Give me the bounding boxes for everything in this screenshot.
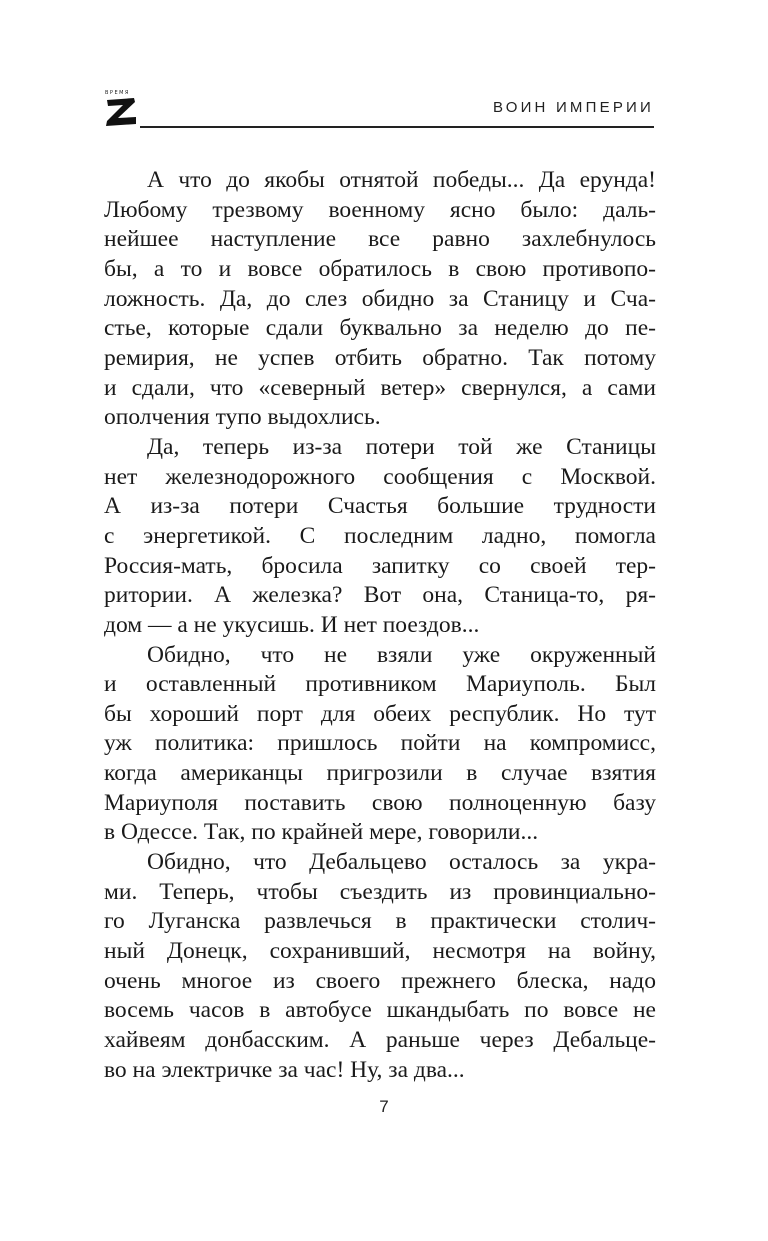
text-line: ми. Теперь, чтобы съездить из провинциально-: [104, 878, 656, 905]
text-line: нет железнодорожного сообщения с Москвой.: [104, 463, 656, 490]
text-line: с энергетикой. С последним ладно, помогла: [104, 522, 656, 549]
text-line: когда американцы пригрозили в случае взятия: [104, 760, 656, 787]
text-line: хайвеям донбасским. А раньше через Дебальце-: [104, 1027, 656, 1054]
text-line: во на электричке за час! Ну, за два...: [104, 1056, 465, 1083]
text-line: ритории. А железка? Вот она, Станица-то, ря-: [104, 582, 656, 609]
text-line: го Луганска развлечься в практически столич-: [104, 908, 656, 935]
text-line: ный Донецк, сохранивший, несмотря на войну,: [104, 938, 656, 965]
text-line: ремирия, не успев отбить обратно. Так потому: [104, 344, 656, 371]
text-line: бы хороший порт для обеих республик. Но тут: [104, 700, 656, 727]
svg-text:ВРЕМЯ: ВРЕМЯ: [105, 90, 130, 96]
text-line: дом — а не укусишь. И нет поездов...: [104, 611, 480, 638]
paragraph: [104, 641, 656, 849]
text-line: в Одессе. Так, по крайней мере, говорили...: [104, 819, 539, 846]
text-line: Любому трезвому военному ясно было: даль-: [104, 196, 656, 223]
text-line: нейшее наступление все равно захлебнулось: [104, 226, 656, 253]
text-line: ложность. Да, до слез обидно за Станицу и Сча-: [104, 285, 656, 312]
text-line: А что до якобы отнятой победы... Да ерунда!: [147, 167, 656, 193]
text-line: Обидно, что не взяли уже окруженный: [147, 641, 656, 668]
page-number: 7: [379, 1097, 389, 1116]
running-title: ВОИН ИМПЕРИИ: [493, 99, 654, 116]
text-line: бы, а то и вовсе обратилось в свою противопо-: [104, 255, 656, 282]
text-line: Обидно, что Дебальцево осталось за укра-: [147, 849, 656, 876]
z-logo-icon: [104, 88, 144, 128]
text-line: уж политика: пришлось пойти на компромисс,: [104, 730, 656, 757]
paragraph: [104, 433, 656, 641]
paragraph: [104, 166, 656, 433]
body-text: [104, 166, 656, 1085]
paragraph: [104, 848, 656, 1085]
header-rule: [140, 126, 654, 128]
text-line: восемь часов в автобусе шкандыбать по вовсе не: [104, 997, 656, 1024]
text-line: Мариуполя поставить свою полноценную базу: [104, 789, 656, 816]
text-line: Россия-мать, бросила запитку со своей тер-: [104, 552, 656, 579]
text-line: ополчения тупо выдохлись.: [104, 404, 381, 431]
text-line: стье, которые сдали буквально за неделю до пе-: [104, 315, 656, 342]
text-line: и оставленный противником Мариуполь. Был: [104, 671, 656, 698]
text-line: очень многое из своего прежнего блеска, надо: [104, 967, 656, 994]
text-line: и сдали, что «северный ветер» свернулся, а сами: [104, 374, 656, 401]
text-line: А из-за потери Счастья большие трудности: [104, 493, 656, 520]
publisher-logo: [104, 88, 144, 128]
text-line: Да, теперь из-за потери той же Станицы: [147, 433, 656, 460]
